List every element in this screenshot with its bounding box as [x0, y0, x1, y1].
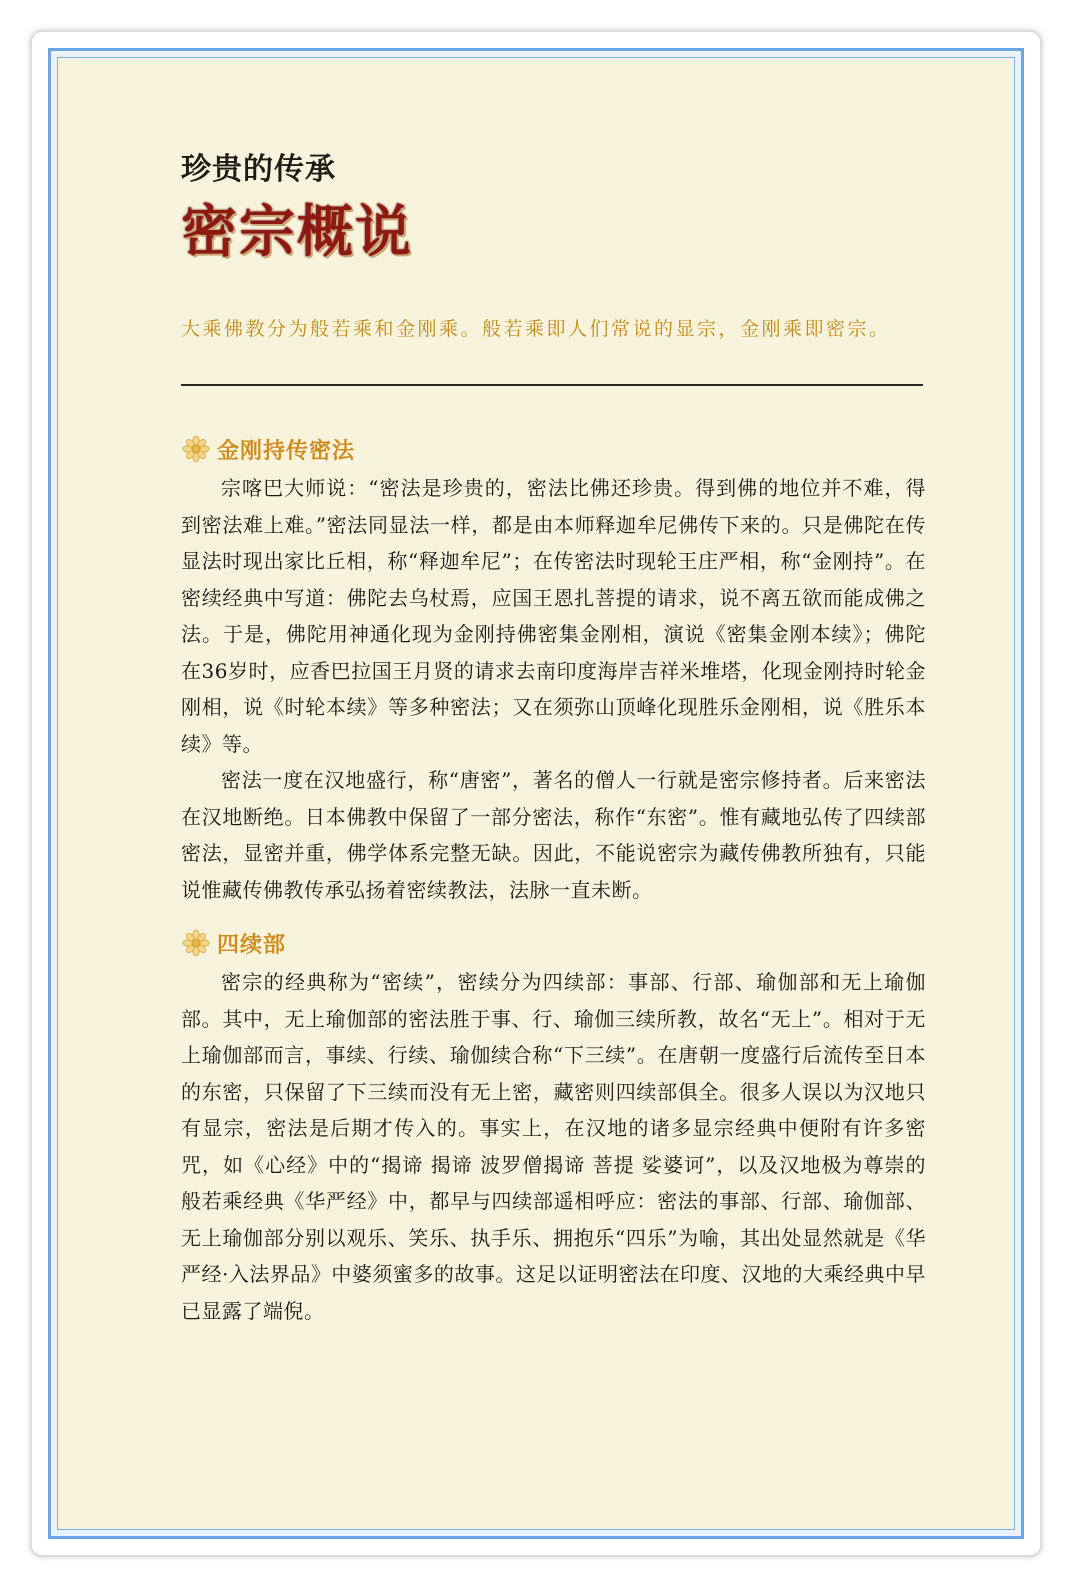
section-title-1: 金刚持传密法 [217, 437, 356, 463]
lotus-flower-icon [181, 928, 211, 958]
lotus-flower-icon [181, 434, 211, 464]
section-1-paragraph-2: 密法一度在汉地盛行，称“唐密”，著名的僧人一行就是密宗修持者。后来密法在汉地断绝。日本佛教中保留了一部分密法，称作“东密”。惟有藏地弘传了四续部密法，显密并重，佛学体系完整无缺。因此，不能说密宗为藏传佛教所独有，只能说惟藏传佛教传承弘扬着密续教法，法脉一直未断。 [181, 768, 926, 902]
section-title-2: 四续部 [217, 931, 287, 957]
book-page [57, 57, 1015, 1530]
blue-border-frame [48, 48, 1024, 1539]
section-2-paragraph-1: 密宗的经典称为“密续”，密续分为四续部：事部、行部、瑜伽部和无上瑜伽部。其中，无上瑜伽部的密法胜于事、行、瑜伽三续所教，故名“无上”。相对于无上瑜伽部而言，事续、行续、瑜伽续合称“下三续”。在唐朝一度盛行后流传至日本的东密，只保留了下三续而没有无上密，藏密则四续部俱全。很多人误以为汉地只有显宗，密法是后期才传入的。事实上，在汉地的诸多显宗经典中便附有许多密咒，如《心经》中的“揭谛 揭谛 波罗僧揭谛 菩提 娑婆诃”，以及汉地极为尊崇的般若乘经典《华严经》中，都早与四续部遥相呼应：密法的事部、行部、瑜伽部、无上瑜伽部分别以观乐、笑乐、执手乐、拥抱乐“四乐”为喻，其出处显然就是《华严经·入法界品》中婆须蜜多的故事。这足以证明密法在印度、汉地的大乘经典中早已显露了端倪。 [181, 970, 926, 1323]
section-heading-2 [181, 928, 926, 958]
page-content [181, 150, 926, 1329]
outer-frame [30, 30, 1042, 1557]
section-1-paragraph-1: 宗喀巴大师说：“密法是珍贵的，密法比佛还珍贵。得到佛的地位并不难，得到密法难上难。”密法同显法一样，都是由本师释迦牟尼佛传下来的。只是佛陀在传显法时现出家比丘相，称“释迦牟尼”；在传密法时现轮王庄严相，称“金刚持”。在密续经典中写道：佛陀去乌杖焉，应国王恩扎菩提的请求，说不离五欲而能成佛之法。于是，佛陀用神通化现为金刚持佛密集金刚相，演说《密集金刚本续》；佛陀在36岁时，应香巴拉国王月贤的请求去南印度海岸吉祥米堆塔，化现金刚持时轮金刚相，说《时轮本续》等多种密法；又在须弥山顶峰化现胜乐金刚相，说《胜乐本续》等。 [181, 476, 926, 756]
page-kicker: 珍贵的传承 [181, 152, 336, 187]
section-heading-1 [181, 434, 926, 464]
divider-rule [181, 384, 923, 386]
intro-text: 大乘佛教分为般若乘和金刚乘。般若乘即人们常说的显宗，金刚乘即密宗。 [181, 318, 891, 340]
page-title: 密宗概说 [181, 199, 413, 265]
